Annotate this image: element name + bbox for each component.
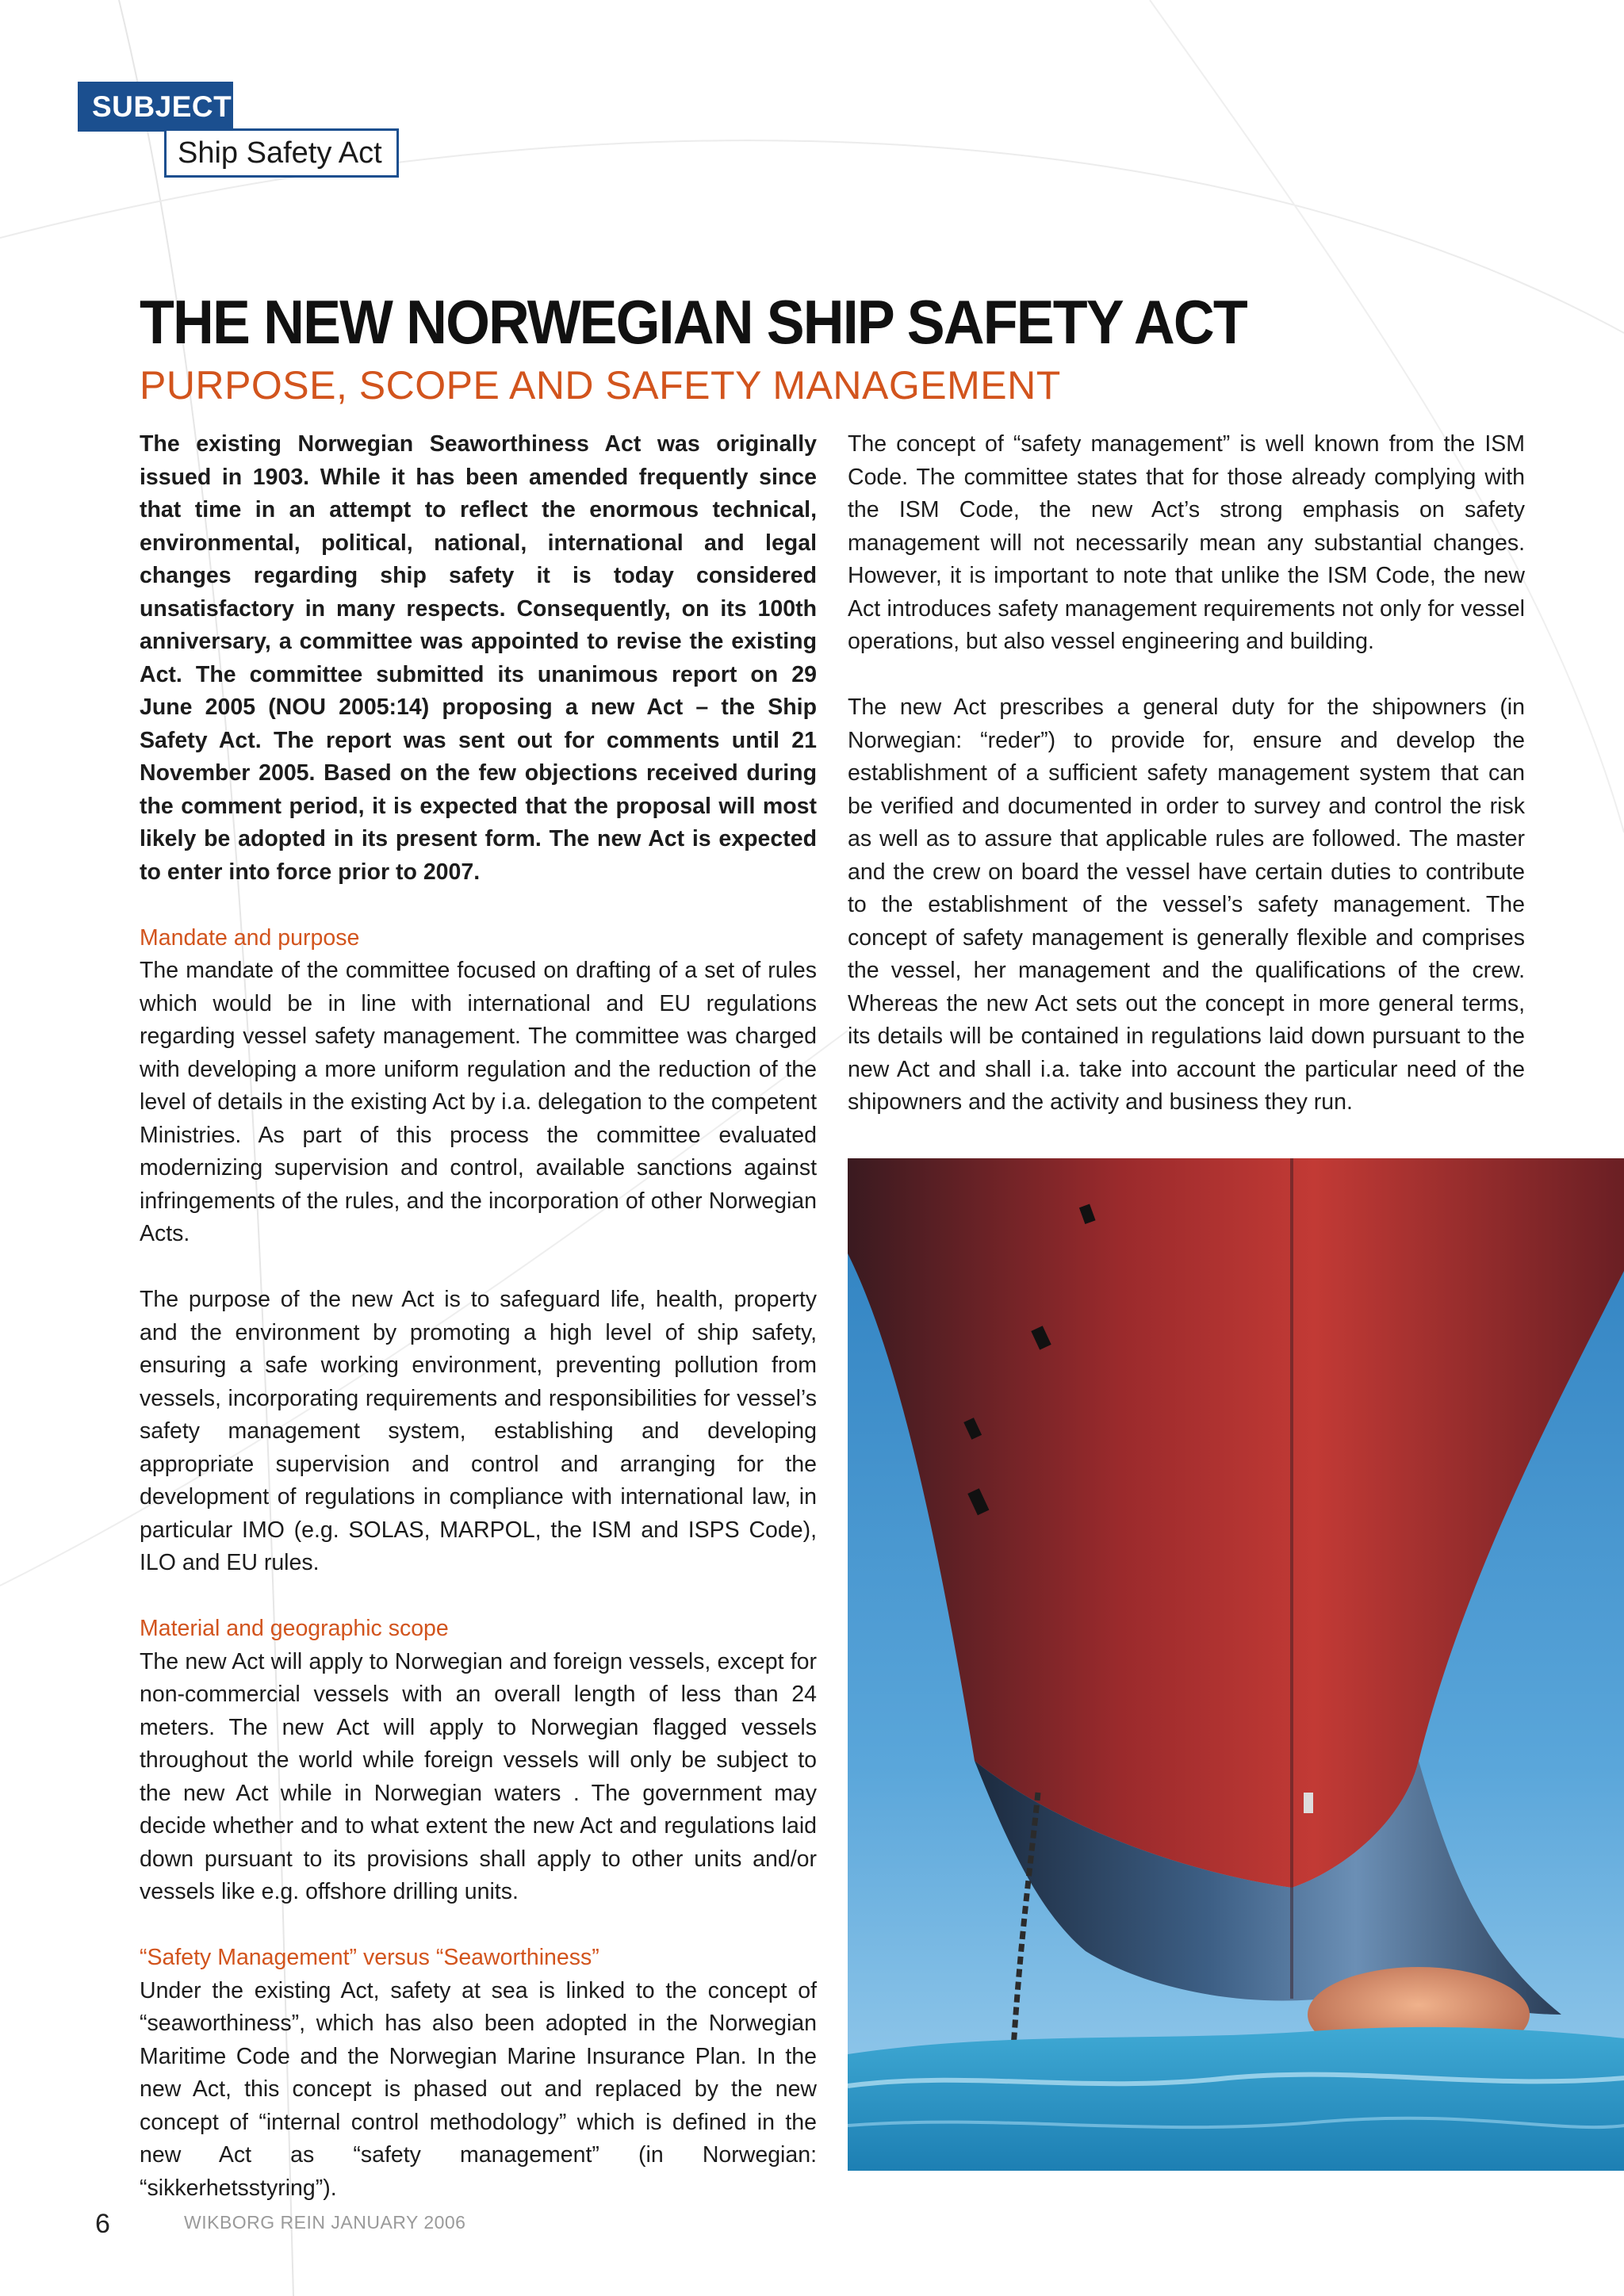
body-paragraph: Under the existing Act, safety at sea is linked to the concept of “seaworthiness”, which has also been adopted in the Norwegian Maritime Code and the Norwegian Marine Insurance Plan. In the new Act, this concept is phased out and replaced by the new concept of “internal control methodology” which is defined in the new Act as “safety management” (in Norwegian: “sikkerhetsstyring”). (140, 1977, 817, 2201)
left-column (140, 428, 817, 2205)
body-paragraph: The new Act will apply to Norwegian and foreign vessels, except for non-commercial vessels with an overall length of less than 24 meters. The new Act will apply to Norwegian flagged vessels throughout the world while foreign vessels will only be subject to the new Act while in Norwegian waters . The government may decide whether and to what extent the new Act and regulations laid down pursuant to its provisions shall apply to other units and/or vessels like e.g. offshore drilling units. (140, 1648, 817, 1904)
body-paragraph: The new Act prescribes a general duty for the shipowners (in Norwegian: “reder”) to provide for, ensure and develop the establishment of a sufficient safety management system that can be verified and documented in order to survey and control the risk as well as to assure that applicable rules are followed. The master and the crew on board the vessel have certain duties to contribute to the establishment of the vessel’s safety management. The concept of safety management is generally flexible and comprises the vessel, her management and the qualifications of the crew. Whereas the new Act sets out the concept in more general terms, its details will be contained in regulations laid down pursuant to the new Act and shall i.a. take into account the particular need of the shipowners and the activity and business they run. (848, 695, 1525, 1115)
subject-label: Ship Safety Act (164, 128, 399, 178)
footer-publication: WIKBORG REIN JANUARY 2006 (184, 2212, 466, 2233)
ship-bow-photo (848, 1158, 1624, 2171)
article-subtitle: PURPOSE, SCOPE AND SAFETY MANAGEMENT (140, 363, 1061, 408)
section-heading-scope: Material and geographic scope (140, 1616, 449, 1641)
page-number: 6 (95, 2209, 110, 2239)
lead-paragraph: The existing Norwegian Seaworthiness Act was originally issued in 1903. While it has been amended frequently since that time in an attempt to reflect the enormous technical, environmental, political, national, international and legal changes regarding ship safety it is today considered unsatisfactory in many respects. Consequently, on its 100th anniversary, a committee was appointed to revise the existing Act. The committee submitted its unanimous report on 29 June 2005 (NOU 2005:14) proposing a new Act – the Ship Safety Act. The report was sent out for comments until 21 November 2005. Based on the few objections received during the comment period, it is expected that the proposal will most likely be adopted in its present form. The new Act is expected to enter into force prior to 2007. (140, 431, 817, 885)
section-heading-safety-management: “Safety Management” versus “Seaworthiness” (140, 1945, 599, 1970)
right-column (848, 428, 1525, 1119)
ship-bow-illustration (848, 1158, 1624, 2171)
section-heading-mandate: Mandate and purpose (140, 924, 360, 951)
body-paragraph: The mandate of the committee focused on drafting of a set of rules which would be in line with international and EU regulations regarding vessel safety management. The committee was charged with developing a more uniform regulation and the reduction of the level of details in the existing Act by i.a. delegation to the competent Ministries. As part of this process the committee evaluated modernizing supervision and control, available sanctions against infringements of the rules, and the incorporation of other Norwegian Acts. (140, 958, 817, 1246)
body-paragraph: The purpose of the new Act is to safeguard life, health, property and the environment by promoting a high level of ship safety, ensuring a safe working environment, preventing pollution from vessels, incorporating requirements and responsibilities for vessel’s safety management system, establishing and developing appropriate supervision and control and arranging for the development of regulations in compliance with international law, in particular IMO (e.g. SOLAS, MARPOL, the ISM and ISPS Code), ILO and EU rules. (140, 1287, 817, 1575)
subject-tag: SUBJECT (78, 82, 233, 132)
body-paragraph: The concept of “safety management” is well known from the ISM Code. The committee states that for those already complying with the ISM Code, the new Act’s strong emphasis on safety management will not necessarily mean any substantial changes. However, it is important to note that unlike the ISM Code, the new Act introduces safety management requirements not only for vessel operations, but also vessel engineering and building. (848, 431, 1525, 654)
article-title: THE NEW NORWEGIAN SHIP SAFETY ACT (140, 287, 1247, 357)
